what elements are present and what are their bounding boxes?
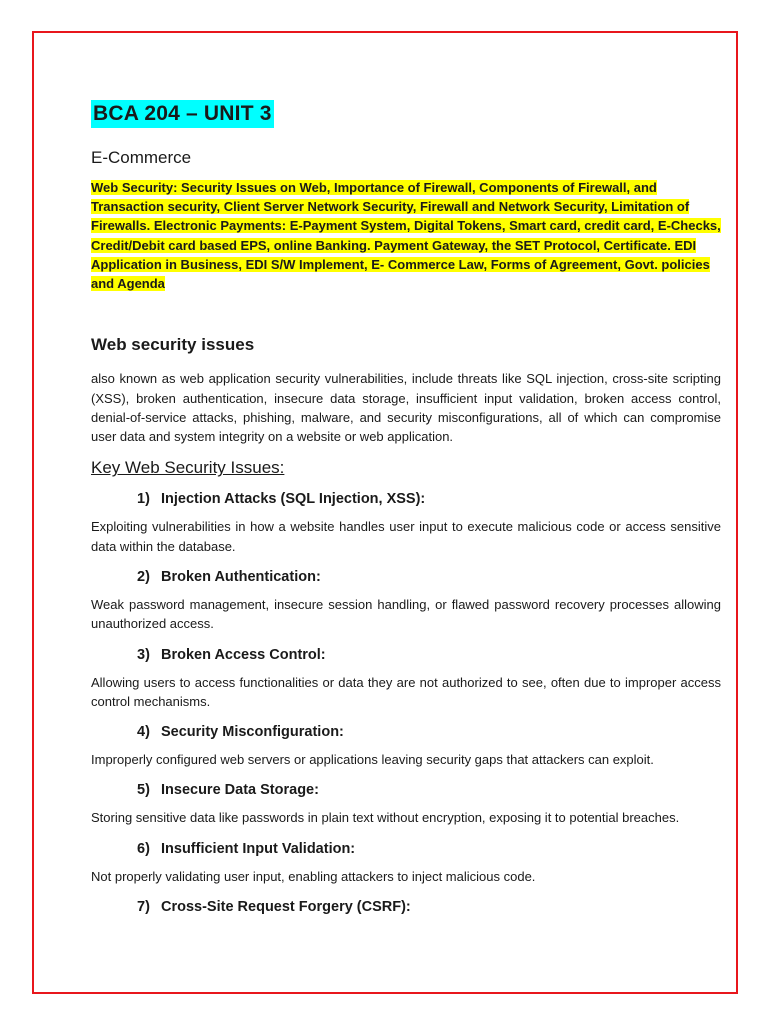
issue-number: 2) bbox=[137, 569, 150, 585]
issue-title: Insufficient Input Validation: bbox=[161, 840, 356, 857]
list-item bbox=[91, 724, 721, 769]
issue-number: 1) bbox=[137, 491, 150, 508]
issue-title: Injection Attacks (SQL Injection, XSS): bbox=[161, 491, 426, 508]
document-content bbox=[91, 96, 721, 925]
syllabus-text: Web Security: Security Issues on Web, Importance of Firewall, Components of Firewall, and Transaction security, Client Server Network Security, Firewall and Network Security, Limitation of Firewalls. Electronic Payments: E-Payment System, Digital Tokens, Smart card, credit card, E-Checks, Credit/Debit card based EPS, online Banking. Payment Gateway, the SET Protocol, Certificate. EDI Application in Business, EDI S/W Implement, E- Commerce Law, Forms of Agreement, Govt. policies and Agenda bbox=[91, 180, 721, 292]
issue-number: 4) bbox=[137, 724, 150, 741]
issue-description: Not properly validating user input, enabling attackers to inject malicious code. bbox=[91, 868, 536, 884]
issue-heading bbox=[137, 724, 721, 740]
issue-list bbox=[91, 491, 721, 915]
issue-description: Weak password management, insecure session handling, or flawed password recovery processes allowing unauthorized access. bbox=[91, 597, 721, 632]
issue-title: Security Misconfiguration: bbox=[161, 724, 344, 741]
section-heading: Web security issues bbox=[91, 335, 255, 355]
issue-heading bbox=[137, 647, 721, 663]
list-item bbox=[91, 899, 721, 915]
issue-title: Cross-Site Request Forgery (CSRF): bbox=[161, 899, 411, 916]
list-item bbox=[91, 841, 721, 886]
issue-heading bbox=[137, 782, 721, 798]
list-item bbox=[91, 782, 721, 827]
key-issues-heading: Key Web Security Issues: bbox=[91, 458, 285, 478]
list-item bbox=[91, 569, 721, 634]
issue-description: Exploiting vulnerabilities in how a website handles user input to execute malicious code or access sensitive data within the database. bbox=[91, 519, 721, 554]
issue-number: 5) bbox=[137, 782, 150, 799]
issue-heading bbox=[137, 569, 721, 585]
issue-description: Storing sensitive data like passwords in plain text without encryption, exposing it to potential breaches. bbox=[91, 810, 680, 826]
issue-title: Insecure Data Storage: bbox=[161, 782, 319, 799]
list-item bbox=[91, 491, 721, 556]
issue-heading bbox=[137, 841, 721, 857]
issue-heading bbox=[137, 491, 721, 507]
list-item bbox=[91, 647, 721, 712]
issue-title: Broken Authentication: bbox=[161, 569, 321, 585]
document-subtitle: E-Commerce bbox=[91, 148, 192, 167]
issue-description: Improperly configured web servers or applications leaving security gaps that attackers can exploit. bbox=[91, 752, 654, 768]
issue-description: Allowing users to access functionalities or data they are not authorized to see, often due to improper access control mechanisms. bbox=[91, 674, 721, 709]
issue-number: 6) bbox=[137, 840, 150, 857]
issue-number: 7) bbox=[137, 899, 150, 916]
syllabus-paragraph bbox=[91, 178, 721, 293]
section-intro: also known as web application security vulnerabilities, include threats like SQL injection, cross-site scripting (XSS), broken authentication, insecure data storage, insufficient input validation, broken access control, denial-of-service attacks, phishing, malware, and security misconfigurations, all of which can compromise user data and system integrity on a website or web application. bbox=[91, 371, 721, 445]
issue-title: Broken Access Control: bbox=[161, 646, 326, 663]
issue-heading bbox=[137, 899, 721, 915]
issue-number: 3) bbox=[137, 646, 150, 663]
document-title: BCA 204 – UNIT 3 bbox=[91, 100, 274, 128]
